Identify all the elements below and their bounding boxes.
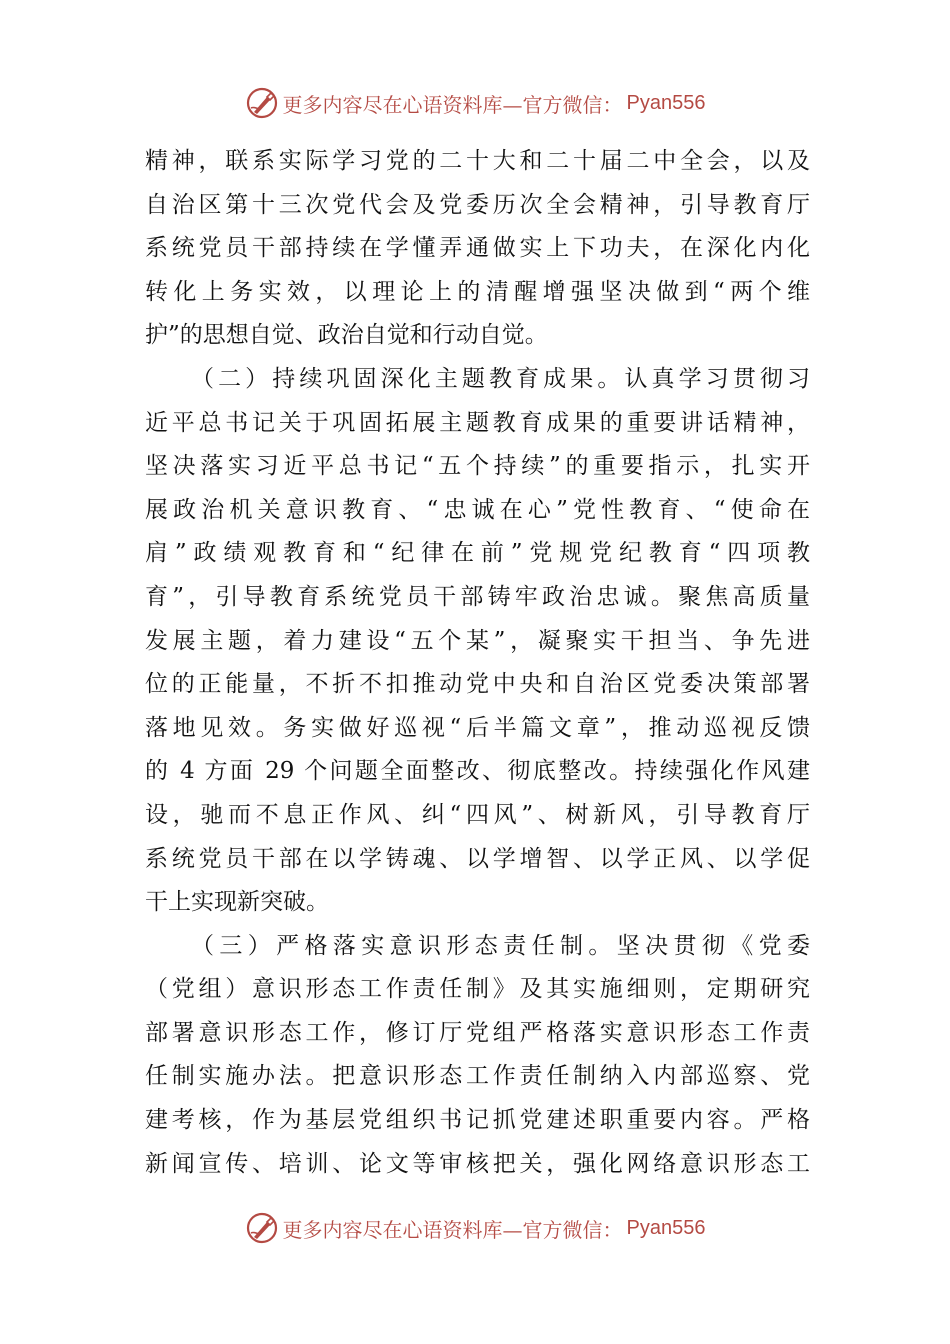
text-line: 任制实施办法。把意识形态工作责任制纳入内部巡察、党 [145,1063,810,1090]
text-line: 系统党员干部在以学铸魂、以学增智、以学正风、以学促 [145,845,810,872]
paragraph-first-line: （三）严格落实意识形态责任制。坚决贯彻《党委 [191,932,810,959]
footer-watermark-inner [245,1211,706,1245]
watermark-text: 更多内容尽在心语资料库—官方微信： [282,92,623,117]
document-body [145,140,810,1186]
watermark-wechat-id: Pyan556 [626,1216,706,1239]
text-line: 建考核，作为基层党组织书记抓党建述职重要内容。严格 [145,1107,810,1134]
watermark-text: 更多内容尽在心语资料库—官方微信： [282,1217,623,1242]
fountain-pen-seal-icon [245,1211,279,1245]
text-line: 干上实现新突破。 [145,889,329,916]
text-line: 发展主题，着力建设“五个某”，凝聚实干担当、争先进 [145,627,810,654]
text-line: 坚决落实习近平总书记“五个持续”的重要指示，扎实开 [145,453,810,480]
footer-watermark-banner [0,1208,950,1248]
text-line: 转化上务实效，以理论上的清醒增强坚决做到“两个维 [145,278,810,305]
watermark-wechat-id: Pyan556 [626,91,706,114]
text-line: 新闻宣传、培训、论文等审核把关，强化网络意识形态工 [145,1150,810,1177]
fountain-pen-seal-icon [245,86,279,120]
text-line: 展政治机关意识教育、“忠诚在心”党性教育、“使命在 [145,496,810,523]
text-line: 精神，联系实际学习党的二十大和二十届二中全会，以及 [145,148,810,174]
text-line: 部署意识形态工作，修订厅党组严格落实意识形态工作责 [145,1019,810,1046]
text-line: 自治区第十三次党代会及党委历次全会精神，引导教育厅 [145,191,810,218]
text-line: 位的正能量，不折不扣推动党中央和自治区党委决策部署 [145,671,810,698]
text-line: 护”的思想自觉、政治自觉和行动自觉。 [145,322,548,349]
paragraph-first-line: （二）持续巩固深化主题教育成果。认真学习贯彻习 [191,365,810,392]
header-watermark-inner [245,86,706,120]
text-line: 育”，引导教育系统党员干部铸牢政治忠诚。聚焦高质量 [145,583,810,610]
text-line: 近平总书记关于巩固拓展主题教育成果的重要讲话精神， [145,409,810,436]
text-line: 落地见效。务实做好巡视“后半篇文章”，推动巡视反馈 [145,714,810,741]
header-watermark-banner [0,83,950,123]
text-line: 肩”政绩观教育和“纪律在前”党规党纪教育“四项教 [145,540,810,567]
text-line: 设，驰而不息正作风、纠“四风”、树新风，引导教育厅 [145,801,810,828]
text-line: 系统党员干部持续在学懂弄通做实上下功夫，在深化内化 [145,235,810,262]
text-line: 的 4 方面 29 个问题全面整改、彻底整改。持续强化作风建 [145,758,810,785]
text-line: （党组）意识形态工作责任制》及其实施细则，定期研究 [145,976,810,1003]
